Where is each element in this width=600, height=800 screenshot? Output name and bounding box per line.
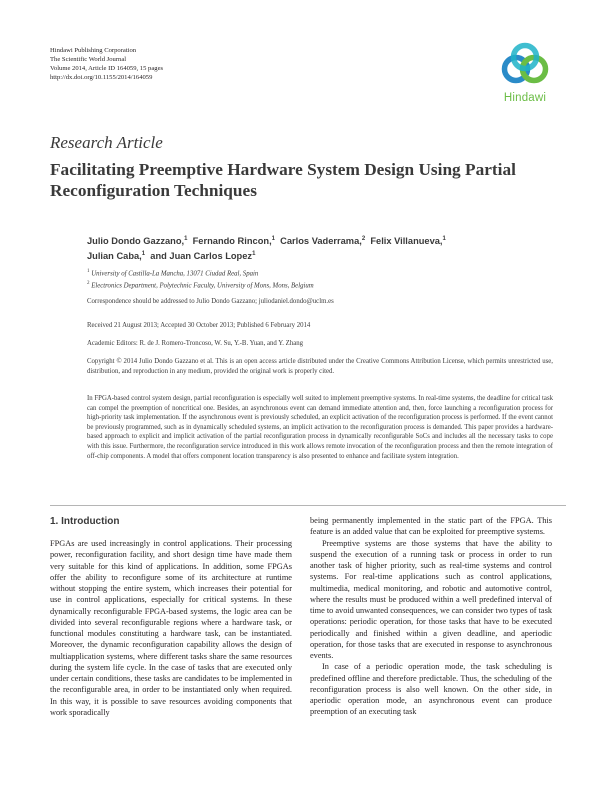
body-column-left bbox=[50, 515, 292, 718]
author: Julian Caba,$^1$ bbox=[87, 251, 146, 262]
affiliation: $^2$ Electronics Department, Polytechnic Faculty, University of Mons, Mons, Belgium bbox=[87, 281, 314, 290]
article-title: Facilitating Preemptive Hardware System Design Using Partial Reconfiguration Techniques bbox=[50, 160, 516, 200]
affiliation: $^1$ University of Castilla-La Mancha, 13071 Ciudad Real, Spain bbox=[87, 269, 259, 278]
author-list bbox=[87, 233, 553, 263]
paragraph: FPGAs are used increasingly in control applications. Their processing power, reconfiguration facility, and short design time have made them very suitable for this kind of applications. In addition, some FPGAs offer the ability to reconfigure some of its architecture at runtime without stopping the entire system, which increases their potential for use in control applications, especially for critical systems. In these dynamically reconfigurable FPGA-based systems, the logic area can be divided into several reconfigurable regions where a hardware task, or functional modules constituting a hardware task, can be instantiated. Moreover, the dynamic reconfiguration capability allows the design of multiapplication systems, where different tasks share the same resources during the system life cycle. In the case of tasks that are executed only under certain conditions, these tasks are candidates to be implemented in the reconfigurable area, in order to be instantiated only when required. In this way, it is possible to save resources avoiding components that work sporadically bbox=[50, 539, 292, 717]
publication-dates: Received 21 August 2013; Accepted 30 October 2013; Published 6 February 2014 bbox=[87, 322, 311, 329]
author: and Juan Carlos Lopez$^1$ bbox=[150, 251, 256, 262]
author: Carlos Vaderrama,$^2$ bbox=[280, 236, 366, 247]
copyright-notice: Copyright © 2014 Julio Dondo Gazzano et al. This is an open access article distributed under the Creative Commons Attribution License, which permits unrestricted use, distribution, and reproduction in any medium, provided the original work is properly cited. bbox=[87, 358, 553, 375]
body-column-right bbox=[310, 515, 552, 718]
paragraph: In case of a periodic operation mode, the task scheduling is predefined offline and therefore predictable. Thus, the scheduling of the reconfiguration process is also well known. On the other side, in aperiodic operation mode, an asynchronous event can produce preemption of an executing task bbox=[310, 662, 552, 717]
hindawi-logo-icon bbox=[496, 42, 554, 92]
author: Fernando Rincon,$^1$ bbox=[192, 236, 275, 247]
author: Julio Dondo Gazzano,$^1$ bbox=[87, 236, 188, 247]
article-type: Research Article bbox=[50, 133, 163, 152]
section-heading: 1. Introduction bbox=[50, 516, 120, 527]
correspondence: Correspondence should be addressed to Julio Dondo Gazzano; juliodaniel.dondo@uclm.es bbox=[87, 298, 334, 305]
hindawi-logo bbox=[496, 42, 554, 106]
doi-link[interactable]: http://dx.doi.org/10.1155/2014/164059 bbox=[50, 74, 153, 81]
volume-info: Volume 2014, Article ID 164059, 15 pages bbox=[50, 65, 164, 72]
affiliation-list bbox=[87, 267, 553, 292]
logo-text: Hindawi bbox=[503, 92, 547, 104]
divider bbox=[50, 505, 566, 506]
academic-editors: Academic Editors: R. de J. Romero-Troncoso, W. Su, Y.-B. Yuan, and Y. Zhang bbox=[87, 340, 304, 347]
author: Felix Villanueva,$^1$ bbox=[370, 236, 446, 247]
paragraph: being permanently implemented in the static part of the FPGA. This feature is an added value that can be exploited for preemptive systems. bbox=[310, 516, 552, 537]
abstract: In FPGA-based control system design, partial reconfiguration is especially well suited to implement preemptive systems. In real-time systems, the deadline for critical task can compel the preemption of noncritical one. Besides, an asynchronous event can demand immediate attention and, then, force launching a reconfiguration process for high-priority task implementation. If the asynchronous event is previously scheduled, an explicit activation of the reconfiguration process is performed. If the event cannot be previously programmed, such as in dynamically scheduled systems, an implicit activation to the reconfiguration process is demanded. This paper provides a hardware-based approach to explicit and implicit activation of the partial reconfiguration process in dynamically reconfigurable SoCs and includes all the necessary tasks to cope with this issue. Furthermore, the reconfiguration service introduced in this work allows remote invocation of the reconfiguration process and then the remote integration of off-chip components. A model that offers component location transparency is also presented to enhance and facilitate system integration. bbox=[87, 395, 553, 460]
journal-name: The Scientific World Journal bbox=[50, 56, 127, 63]
publisher: Hindawi Publishing Corporation bbox=[50, 47, 137, 54]
journal-header bbox=[50, 46, 163, 82]
paragraph: Preemptive systems are those systems that have the ability to suspend the execution of a running task or process in order to run another task of higher priority, such as real-time systems and control systems. For real-time applications such as control applications, multimedia, medical monitoring, and robotic and automotive control, where the results must be produced within a well predefined interval of time to avoid unwanted consequences, we can consider two types of task operations: periodic operation, for those tasks that have to be executed periodically and finished within a given deadline, and aperiodic operation, for those tasks that are executed in response to asynchronous events. bbox=[310, 538, 552, 660]
